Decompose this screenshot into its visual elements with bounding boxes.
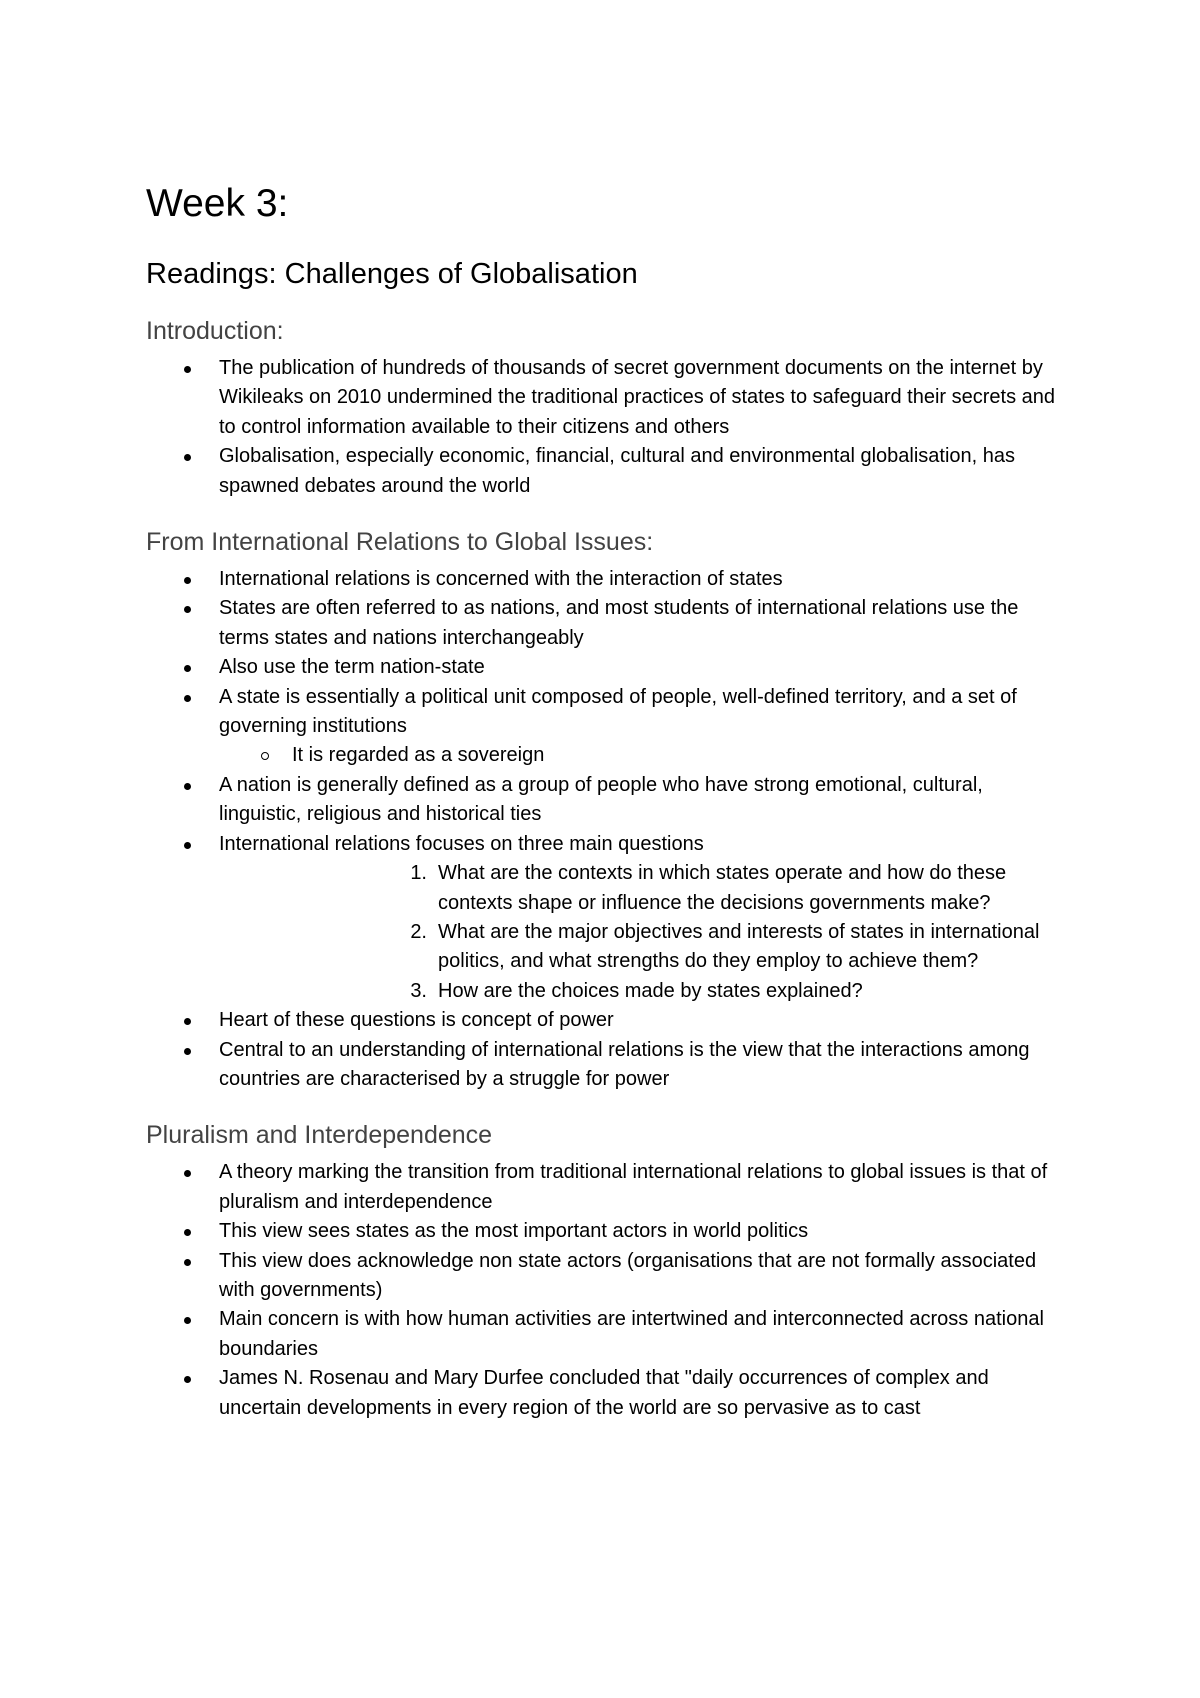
list-item <box>146 1217 1066 1246</box>
section-heading: Introduction: <box>146 317 284 345</box>
list-item <box>146 354 1066 442</box>
question-number: 3. <box>410 979 427 1002</box>
list-item-text: Globalisation, especially economic, financial, cultural and environmental globalisation, has spawned debates around the world <box>219 445 1016 497</box>
bullet-icon <box>184 695 191 702</box>
bullet-icon <box>184 842 191 849</box>
question-text: What are the major objectives and interests of states in international politics, and what strengths do they employ to achieve them? <box>438 920 1040 973</box>
question-item <box>365 977 1066 1006</box>
questions-list <box>219 859 1066 1006</box>
list-item <box>146 1158 1066 1217</box>
bullet-icon <box>184 1317 191 1324</box>
list-item <box>146 653 1066 682</box>
list-item-text: States are often referred to as nations, and most students of international relations use the terms states and nations interchangeably <box>219 597 1019 649</box>
readings-subtitle: Readings: Challenges of Globalisation <box>146 258 638 290</box>
list-item-text: A theory marking the transition from traditional international relations to global issues is that of pluralism and interdependence <box>219 1161 1048 1213</box>
list-item <box>146 565 1066 594</box>
list-item-text: Central to an understanding of international relations is the view that the interactions among countries are characterised by a struggle for power <box>219 1038 1030 1090</box>
section-pluralism <box>146 1118 1066 1423</box>
list-item-text: International relations is concerned with the interaction of states <box>219 568 783 591</box>
hollow-bullet-icon <box>261 752 269 760</box>
bullet-list <box>146 1158 1066 1423</box>
question-number: 2. <box>410 920 427 943</box>
bullet-icon <box>184 665 191 672</box>
list-item <box>146 1364 1066 1423</box>
bullet-icon <box>184 454 191 461</box>
question-item <box>365 859 1066 918</box>
bullet-icon <box>184 366 191 373</box>
section-heading: Pluralism and Interdependence <box>146 1121 493 1150</box>
bullet-icon <box>184 783 191 790</box>
bullet-icon <box>184 606 191 613</box>
list-item-text: The publication of hundreds of thousands of secret government documents on the internet by Wikileaks on 2010 undermined the traditional practices of states to safeguard their secrets and to control information available to their citizens and others <box>219 357 1056 438</box>
list-item <box>146 830 1066 1006</box>
bullet-list <box>146 354 1066 501</box>
question-item <box>365 918 1066 977</box>
list-item-text: It is regarded as a sovereign <box>292 744 545 767</box>
bullet-list <box>146 565 1066 1094</box>
bullet-icon <box>184 1018 191 1025</box>
bullet-icon <box>184 577 191 584</box>
list-item <box>146 1036 1066 1095</box>
list-item <box>146 1006 1066 1035</box>
bullet-icon <box>184 1048 191 1055</box>
question-number: 1. <box>410 862 427 885</box>
page-title: Week 3: <box>146 182 289 225</box>
section-heading: From International Relations to Global Issues: <box>146 528 654 557</box>
list-item <box>146 442 1066 501</box>
section-introduction <box>146 314 1066 501</box>
bullet-icon <box>184 1376 191 1383</box>
list-item <box>146 1305 1066 1364</box>
list-item-text: This view sees states as the most important actors in world politics <box>219 1220 809 1243</box>
bullet-icon <box>184 1259 191 1266</box>
sub-bullet-list <box>219 741 1066 770</box>
list-item <box>146 771 1066 830</box>
list-item-text: James N. Rosenau and Mary Durfee concluded that "daily occurrences of complex and uncertain developments in every region of the world are so pervasive as to cast <box>219 1367 989 1419</box>
list-item-text: A state is essentially a political unit composed of people, well-defined territory, and a set of governing institutions <box>219 685 1017 738</box>
list-item <box>146 1247 1066 1306</box>
bullet-icon <box>184 1229 191 1236</box>
bullet-icon <box>184 1170 191 1177</box>
list-item-text: A nation is generally defined as a group of people who have strong emotional, cultural, linguistic, religious and historical ties <box>219 773 983 826</box>
list-item-text: Also use the term nation-state <box>219 656 485 679</box>
list-item-text: Heart of these questions is concept of power <box>219 1009 614 1032</box>
question-text: How are the choices made by states explained? <box>438 979 863 1002</box>
sub-list-item <box>219 741 1066 770</box>
list-item-text: Main concern is with how human activities are intertwined and interconnected across national boundaries <box>219 1308 1044 1360</box>
list-item <box>146 594 1066 653</box>
question-text: What are the contexts in which states operate and how do these contexts shape or influence the decisions governments make? <box>438 862 1007 914</box>
list-item-text: International relations focuses on three main questions <box>219 832 704 855</box>
list-item-text: This view does acknowledge non state actors (organisations that are not formally associated with governments) <box>219 1249 1037 1301</box>
list-item <box>146 683 1066 771</box>
document-page <box>146 178 1066 1447</box>
section-international-relations <box>146 525 1066 1094</box>
